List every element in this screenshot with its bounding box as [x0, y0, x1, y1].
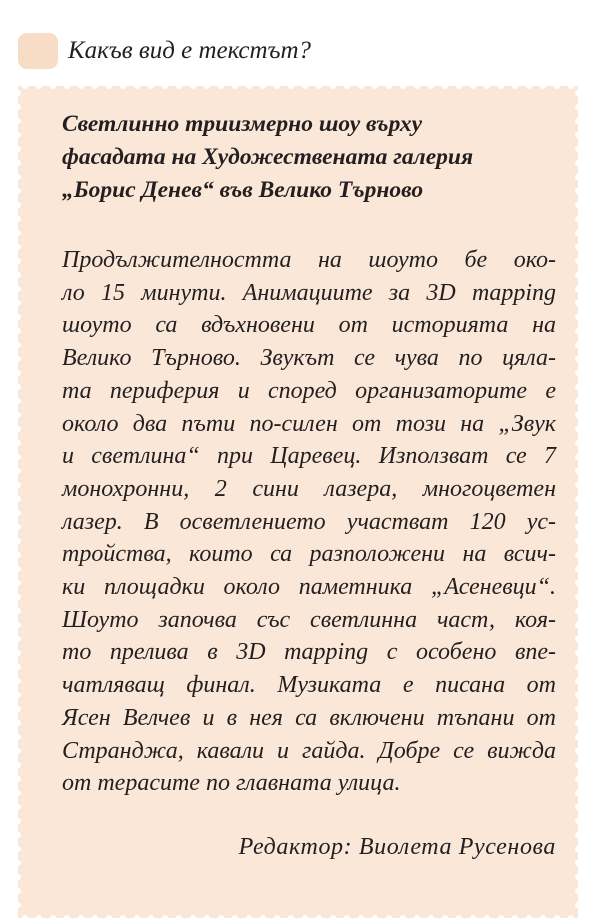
edge-notch [18, 132, 21, 138]
body-line: Ясен Велчев и в нея са включени тъпани от [62, 704, 556, 731]
edge-notch [575, 286, 578, 292]
edge-notch [288, 86, 294, 89]
edge-notch [575, 734, 578, 740]
edge-notch [176, 86, 182, 89]
edge-notch [575, 636, 578, 642]
edge-notch [18, 566, 21, 572]
edge-notch [302, 915, 308, 918]
edge-notch [18, 832, 21, 838]
edge-notch [218, 915, 224, 918]
edge-notch [106, 86, 112, 89]
edge-notch [274, 86, 280, 89]
edge-notch [64, 915, 70, 918]
edge-notch [18, 776, 21, 782]
edge-notch [106, 915, 112, 918]
edge-notch [22, 915, 28, 918]
edge-notch [575, 258, 578, 264]
edge-notch [575, 426, 578, 432]
edge-notch [575, 552, 578, 558]
edge-notch [78, 86, 84, 89]
edge-notch [372, 915, 378, 918]
edge-notch [36, 86, 42, 89]
edge-notch [18, 440, 21, 446]
edge-notch [274, 915, 280, 918]
edge-notch [484, 915, 490, 918]
edge-notch [575, 832, 578, 838]
article-signature: Редактор: Виолета Русенова [238, 833, 556, 860]
edge-notch [18, 818, 21, 824]
edge-notch [575, 888, 578, 894]
edge-notch [18, 902, 21, 908]
edge-notch [575, 398, 578, 404]
edge-notch [575, 230, 578, 236]
edge-notch [18, 90, 21, 96]
edge-notch [358, 86, 364, 89]
edge-notch [18, 692, 21, 698]
edge-notch [18, 370, 21, 376]
edge-notch [575, 580, 578, 586]
edge-notch [575, 678, 578, 684]
edge-notch [18, 650, 21, 656]
edge-notch [18, 678, 21, 684]
edge-notch [18, 496, 21, 502]
edge-notch [386, 86, 392, 89]
edge-notch [575, 692, 578, 698]
body-line: чатляващ финал. Музиката е писана от [62, 672, 556, 699]
edge-notch [442, 86, 448, 89]
edge-notch [575, 370, 578, 376]
edge-notch [18, 888, 21, 894]
edge-notch [575, 566, 578, 572]
edge-notch [568, 915, 574, 918]
edge-notch [18, 244, 21, 250]
edge-notch [575, 146, 578, 152]
edge-notch [575, 356, 578, 362]
edge-notch [204, 86, 210, 89]
edge-notch [18, 426, 21, 432]
edge-notch [18, 174, 21, 180]
body-line: то прелива в 3D mapping с особено впе- [62, 639, 556, 666]
edge-notch [18, 272, 21, 278]
edge-notch [18, 734, 21, 740]
edge-notch [18, 510, 21, 516]
edge-notch [400, 86, 406, 89]
edge-notch [575, 468, 578, 474]
edge-notch [302, 86, 308, 89]
edge-notch [428, 86, 434, 89]
edge-notch [176, 915, 182, 918]
edge-notch [316, 86, 322, 89]
edge-notch [18, 860, 21, 866]
edge-notch [18, 482, 21, 488]
edge-notch [18, 706, 21, 712]
edge-notch [575, 804, 578, 810]
edge-notch [18, 384, 21, 390]
edge-notch [18, 314, 21, 320]
edge-notch [18, 468, 21, 474]
edge-notch [575, 762, 578, 768]
body-line: ло 15 минути. Анимациите за 3D mapping [62, 279, 556, 306]
edge-notch [162, 86, 168, 89]
title-line: фасадата на Художествената галерия [62, 144, 474, 170]
edge-notch [575, 524, 578, 530]
edge-notch [575, 244, 578, 250]
edge-notch [18, 524, 21, 530]
edge-notch [512, 86, 518, 89]
edge-notch [120, 915, 126, 918]
edge-notch [575, 650, 578, 656]
question-text: Какъв вид е текстът? [68, 37, 312, 64]
edge-notch [330, 86, 336, 89]
edge-notch [92, 86, 98, 89]
edge-notch [575, 818, 578, 824]
edge-notch [218, 86, 224, 89]
edge-notch [18, 594, 21, 600]
edge-notch [575, 706, 578, 712]
edge-notch [456, 86, 462, 89]
edge-notch [344, 86, 350, 89]
edge-notch [575, 874, 578, 880]
edge-notch [575, 594, 578, 600]
edge-notch [78, 915, 84, 918]
edge-notch [18, 580, 21, 586]
edge-notch [18, 412, 21, 418]
edge-notch [575, 846, 578, 852]
body-line: Продължителността на шоуто бе око- [62, 247, 556, 273]
edge-notch [18, 300, 21, 306]
edge-notch [18, 104, 21, 110]
edge-notch [575, 748, 578, 754]
edge-notch [344, 915, 350, 918]
edge-notch [575, 860, 578, 866]
edge-notch [330, 915, 336, 918]
edge-notch [400, 915, 406, 918]
edge-notch [575, 440, 578, 446]
body-line: Велико Търново. Звукът се чува по цяла- [62, 345, 556, 372]
edge-notch [386, 915, 392, 918]
edge-notch [162, 915, 168, 918]
edge-notch [575, 132, 578, 138]
edge-notch [18, 160, 21, 166]
edge-notch [428, 915, 434, 918]
edge-notch [575, 328, 578, 334]
edge-notch [50, 915, 56, 918]
edge-notch [575, 538, 578, 544]
edge-notch [18, 804, 21, 810]
edge-notch [575, 664, 578, 670]
body-line: Странджа, кавали и гайда. Добре се вижда [62, 737, 556, 764]
edge-notch [18, 538, 21, 544]
edge-notch [18, 608, 21, 614]
edge-notch [575, 272, 578, 278]
edge-notch [456, 915, 462, 918]
article-body [62, 244, 556, 800]
edge-notch [575, 174, 578, 180]
edge-notch [134, 86, 140, 89]
edge-notch [148, 915, 154, 918]
edge-notch [575, 720, 578, 726]
edge-notch [18, 356, 21, 362]
edge-notch [18, 454, 21, 460]
edge-notch [246, 915, 252, 918]
body-line: от терасите по главната улица. [62, 770, 401, 797]
body-line: около два пъти по-силен от този на „Звук [62, 410, 556, 437]
edge-notch [288, 915, 294, 918]
edge-notch [575, 454, 578, 460]
question-marker [18, 33, 58, 69]
edge-notch [260, 86, 266, 89]
edge-notch [575, 202, 578, 208]
edge-notch [575, 412, 578, 418]
edge-notch [575, 104, 578, 110]
edge-notch [18, 328, 21, 334]
body-line: та периферия и според организаторите е [62, 377, 556, 404]
edge-notch [575, 622, 578, 628]
edge-notch [470, 915, 476, 918]
edge-notch [260, 915, 266, 918]
edge-notch [18, 230, 21, 236]
edge-notch [540, 915, 546, 918]
edge-notch [18, 216, 21, 222]
edge-notch [540, 86, 546, 89]
body-line: монохронни, 2 сини лазера, многоцветен [62, 475, 556, 502]
edge-notch [575, 496, 578, 502]
edge-notch [470, 86, 476, 89]
edge-notch [498, 915, 504, 918]
edge-notch [512, 915, 518, 918]
body-line: ки площадки около паметника „Асеневци“. [62, 574, 556, 601]
edge-notch [526, 86, 532, 89]
edge-notch [18, 874, 21, 880]
edge-notch [575, 216, 578, 222]
edge-notch [18, 790, 21, 796]
edge-notch [246, 86, 252, 89]
article-card [18, 86, 578, 918]
edge-notch [554, 915, 560, 918]
edge-notch [575, 482, 578, 488]
edge-notch [120, 86, 126, 89]
edge-notch [64, 86, 70, 89]
edge-notch [92, 915, 98, 918]
edge-notch [18, 118, 21, 124]
body-line: шоуто са вдъхновени от историята на [62, 312, 556, 339]
edge-notch [18, 636, 21, 642]
edge-notch [554, 86, 560, 89]
edge-notch [18, 622, 21, 628]
edge-notch [575, 118, 578, 124]
edge-notch [414, 915, 420, 918]
edge-notch [575, 188, 578, 194]
edge-notch [568, 86, 574, 89]
edge-notch [18, 342, 21, 348]
edge-notch [50, 86, 56, 89]
title-line: „Борис Денев“ във Велико Търново [62, 177, 424, 203]
edge-notch [18, 720, 21, 726]
edge-notch [575, 384, 578, 390]
edge-notch [18, 286, 21, 292]
edge-notch [442, 915, 448, 918]
edge-notch [575, 902, 578, 908]
edge-notch [18, 188, 21, 194]
edge-notch [18, 552, 21, 558]
edge-notch [134, 915, 140, 918]
body-line: лазер. В осветлението участват 120 ус- [62, 508, 556, 535]
edge-notch [575, 314, 578, 320]
edge-notch [22, 86, 28, 89]
edge-notch [18, 846, 21, 852]
edge-notch [36, 915, 42, 918]
edge-notch [575, 608, 578, 614]
edge-notch [575, 776, 578, 782]
edge-notch [526, 915, 532, 918]
edge-notch [372, 86, 378, 89]
edge-notch [575, 510, 578, 516]
edge-notch [18, 202, 21, 208]
edge-notch [232, 86, 238, 89]
edge-notch [148, 86, 154, 89]
edge-notch [575, 342, 578, 348]
edge-notch [190, 915, 196, 918]
title-line: Светлинно триизмерно шоу върху [62, 111, 423, 137]
edge-notch [18, 398, 21, 404]
edge-notch [575, 790, 578, 796]
edge-notch [414, 86, 420, 89]
edge-notch [575, 160, 578, 166]
edge-notch [575, 300, 578, 306]
edge-notch [498, 86, 504, 89]
edge-notch [316, 915, 322, 918]
body-line: тройства, които са разположени на всич- [62, 541, 556, 568]
edge-notch [575, 90, 578, 96]
body-line: и светлина“ при Царевец. Използват се 7 [62, 443, 556, 470]
edge-notch [484, 86, 490, 89]
edge-notch [190, 86, 196, 89]
edge-notch [358, 915, 364, 918]
edge-notch [18, 664, 21, 670]
article-content [62, 108, 556, 863]
edge-notch [18, 748, 21, 754]
edge-notch [18, 762, 21, 768]
edge-notch [232, 915, 238, 918]
body-line: Шоуто започва със светлинна част, коя- [62, 606, 556, 633]
edge-notch [18, 258, 21, 264]
article-title [62, 108, 556, 207]
edge-notch [18, 146, 21, 152]
edge-notch [204, 915, 210, 918]
